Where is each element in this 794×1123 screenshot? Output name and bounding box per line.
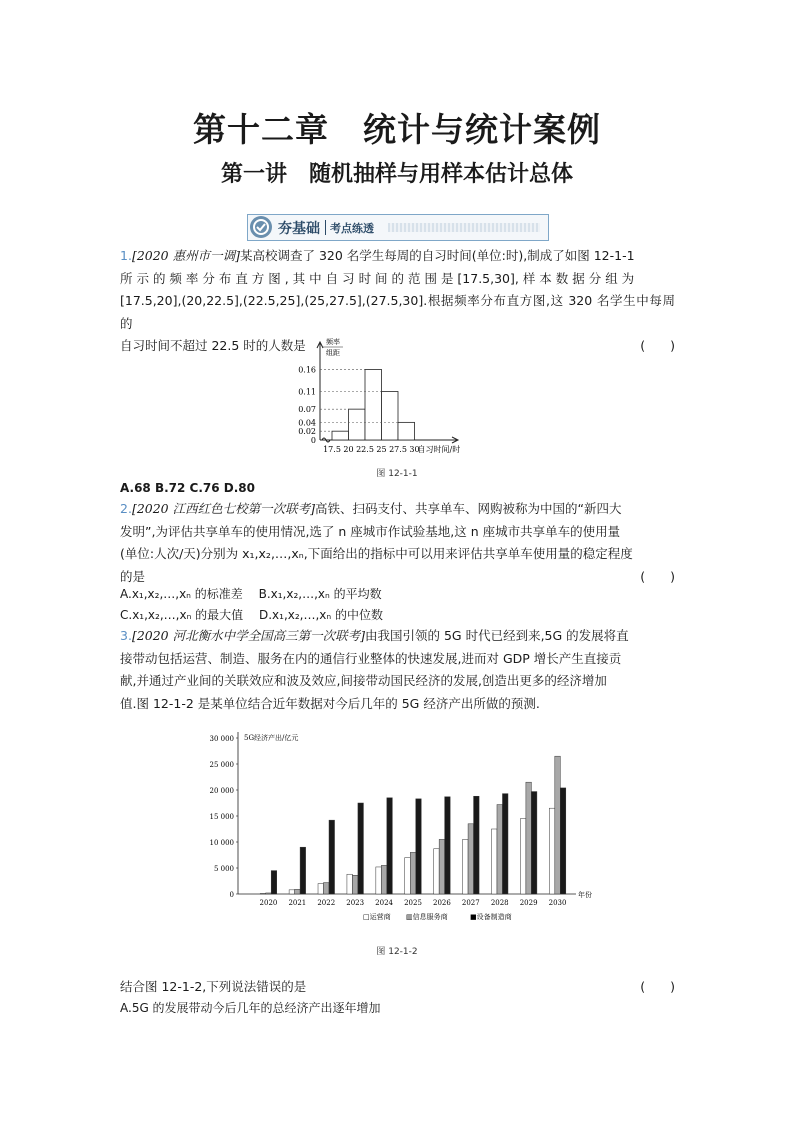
bar-equipment — [502, 794, 508, 894]
y-tick-label: 20 000 — [209, 787, 234, 795]
bar-operator — [289, 890, 295, 894]
bar-info-service — [468, 824, 474, 894]
q2-options-row-2: C.x₁,x₂,…,xₙ 的最大值 D.x₁,x₂,…,xₙ 的中位数 — [120, 608, 383, 622]
q2-line-3: (单位:人次/天)分别为 x₁,x₂,…,xₙ,下面给出的指标中可以用来评估共享单车使用量的稳定程度 — [120, 546, 633, 561]
bar-equipment — [474, 796, 480, 894]
q3-question-text: 结合图 12-1-2,下列说法错误的是 — [120, 979, 307, 994]
y-axis-label-bottom: 组距 — [326, 349, 340, 357]
y-tick-label: 0.16 — [298, 365, 316, 375]
bar-info-service — [555, 756, 561, 894]
section-title: 第一讲 随机抽样与用样本估计总体 — [220, 162, 573, 187]
x-tick-label: 2023 — [346, 899, 365, 907]
q3-line-3: 献,并通过产业间的关联效应和波及效应,间接带动国民经济的发展,创造出更多的经济增加 — [120, 673, 607, 688]
question-source: [2020 江西红色七校第一次联考] — [131, 501, 315, 516]
q1-text: 某高校调查了 320 名学生每周的自习时间(单位:时),制成了如图 12-1-1 — [239, 248, 635, 263]
y-tick-label: 15 000 — [209, 813, 234, 821]
q2-text: 高铁、扫码支付、共享单车、网购被称为中国的“新四大 — [314, 501, 622, 516]
question-source: [2020 河北衡水中学全国高三第一次联考] — [131, 628, 365, 643]
bar-info-service — [266, 893, 272, 894]
y-axis-label-top: 频率 — [326, 338, 340, 346]
bar-operator — [260, 893, 266, 894]
q2-text: 的是 — [120, 568, 146, 584]
bar-info-service — [439, 839, 445, 894]
bar-operator — [318, 884, 324, 894]
x-tick-label: 2029 — [519, 899, 538, 907]
q3-question — [120, 976, 675, 999]
histogram-bar — [349, 409, 366, 440]
banner-decoration — [388, 223, 540, 232]
figure-caption: 图 12-1-1 — [376, 469, 418, 479]
y-tick-label: 0 — [310, 436, 316, 445]
y-axis-label: 5G经济产出/亿元 — [244, 734, 299, 742]
q1-options: A.68 B.72 C.76 D.80 — [120, 481, 255, 495]
x-tick-label: 27.5 — [389, 445, 407, 454]
bar-chart-5g — [196, 724, 606, 934]
x-tick-label: 2028 — [490, 899, 509, 907]
y-tick-label: 25 000 — [209, 761, 234, 769]
histogram-bar — [332, 431, 349, 440]
figure-caption: 图 12-1-2 — [376, 947, 418, 957]
x-tick-label: 17.5 — [323, 445, 341, 454]
question-number: 2. — [120, 501, 132, 516]
check-circle-icon — [250, 216, 272, 238]
bar-operator — [463, 839, 469, 894]
q3-line-1 — [120, 625, 675, 648]
q2-line-2: 发明”,为评估共享单车的使用情况,选了 n 座城市作试验基地,这 n 座城市共享单车的使用量 — [120, 523, 621, 539]
q1-line-2: 所 示 的 频 率 分 布 直 方 图 , 其 中 自 习 时 间 的 范 围 是 [17.5,30], 样 本 数 据 分 组 为 — [120, 270, 635, 286]
question-2-stem — [120, 498, 675, 588]
bar-info-service — [295, 889, 301, 894]
bar-equipment — [271, 871, 277, 894]
bar-info-service — [497, 805, 503, 894]
bar-equipment — [358, 803, 364, 894]
answer-blank: ( ) — [640, 979, 675, 994]
q2-options-row-1: A.x₁,x₂,…,xₙ 的标准差 B.x₁,x₂,…,xₙ 的平均数 — [120, 587, 382, 601]
y-tick-label: 0.02 — [298, 427, 316, 437]
question-number: 1. — [120, 248, 132, 263]
y-tick-label: 30 000 — [209, 735, 234, 743]
x-axis-label: 年份 — [578, 891, 592, 899]
answer-blank: ( ) — [640, 568, 675, 584]
bar-equipment — [445, 797, 451, 894]
x-tick-label: 2022 — [317, 899, 336, 907]
bar-info-service — [381, 865, 387, 894]
bar-info-service — [352, 875, 358, 894]
bar-equipment — [416, 799, 422, 894]
banner-subtitle: 考点练透 — [330, 222, 374, 235]
question-number: 3. — [120, 628, 132, 643]
bar-operator — [405, 858, 411, 894]
y-tick-label: 0.11 — [298, 387, 316, 397]
bar-operator — [549, 808, 555, 894]
bar-info-service — [324, 883, 330, 894]
x-tick-label: 2024 — [375, 899, 394, 907]
q3-option-a: A.5G 的发展带动今后几年的总经济产出逐年增加 — [120, 1001, 381, 1015]
bar-operator — [347, 874, 353, 894]
bar-operator — [491, 829, 497, 894]
y-tick-label: 0.04 — [298, 418, 316, 428]
chapter-title: 第十二章 统计与统计案例 — [193, 110, 601, 149]
bar-equipment — [387, 798, 393, 894]
question-source: [2020 惠州市一调] — [131, 248, 240, 263]
q3-line-2: 接带动包括运营、制造、服务在内的通信行业整体的快速发展,进而对 GDP 增长产生直接贡 — [120, 650, 622, 666]
x-tick-label: 2026 — [432, 899, 451, 907]
x-tick-label: 2021 — [288, 899, 307, 907]
x-tick-label: 30 — [409, 445, 420, 454]
x-tick-label: 2030 — [548, 899, 567, 907]
legend-item: □运营商 — [363, 913, 391, 921]
bar-equipment — [531, 792, 537, 894]
bar-equipment — [560, 788, 566, 894]
q1-text: 自习时间不超过 22.5 时的人数是 — [120, 338, 306, 353]
x-tick-label: 2025 — [404, 899, 422, 907]
q2-line-1 — [120, 498, 675, 521]
q3-text: 由我国引领的 5G 时代已经到来,5G 的发展将直 — [364, 628, 629, 643]
histogram-bar — [365, 369, 382, 440]
histogram-bar — [398, 422, 415, 440]
q3-line-4: 值.图 12-1-2 是某单位结合近年数据对今后几年的 5G 经济产出所做的预测. — [120, 695, 540, 711]
bar-equipment — [300, 847, 306, 894]
bar-info-service — [410, 852, 416, 894]
question-3-stem — [120, 625, 675, 715]
histogram-bar — [382, 392, 399, 440]
histogram-chart — [280, 334, 510, 460]
x-tick-label: 25 — [376, 445, 387, 454]
x-tick-label: 2027 — [461, 899, 480, 907]
legend-item: ■设备制造商 — [470, 913, 512, 921]
y-tick-label: 0.07 — [298, 405, 316, 415]
banner-divider — [325, 220, 326, 235]
x-tick-label: 22.5 — [356, 445, 374, 454]
banner-title: 夯基础 — [278, 221, 320, 237]
answer-blank: ( ) — [640, 338, 675, 353]
y-tick-label: 0 — [229, 891, 234, 899]
x-tick-label: 20 — [343, 445, 354, 454]
q1-line-1 — [120, 245, 675, 268]
bar-operator — [434, 849, 440, 894]
x-tick-label: 2020 — [259, 899, 278, 907]
y-tick-label: 5 000 — [213, 865, 234, 873]
x-axis-label: 自习时间/时 — [417, 445, 461, 454]
bar-operator — [376, 867, 382, 894]
y-tick-label: 10 000 — [209, 839, 234, 847]
bar-equipment — [329, 820, 335, 894]
section-banner — [247, 214, 549, 241]
legend-item: ▥信息服务商 — [406, 913, 448, 921]
bar-operator — [520, 819, 526, 894]
q1-line-3: [17.5,20],(20,22.5],(22.5,25],(25,27.5],(27.5,30].根据频率分布直方图,这 320 名学生中每周的 — [120, 293, 675, 331]
bar-info-service — [526, 782, 532, 894]
